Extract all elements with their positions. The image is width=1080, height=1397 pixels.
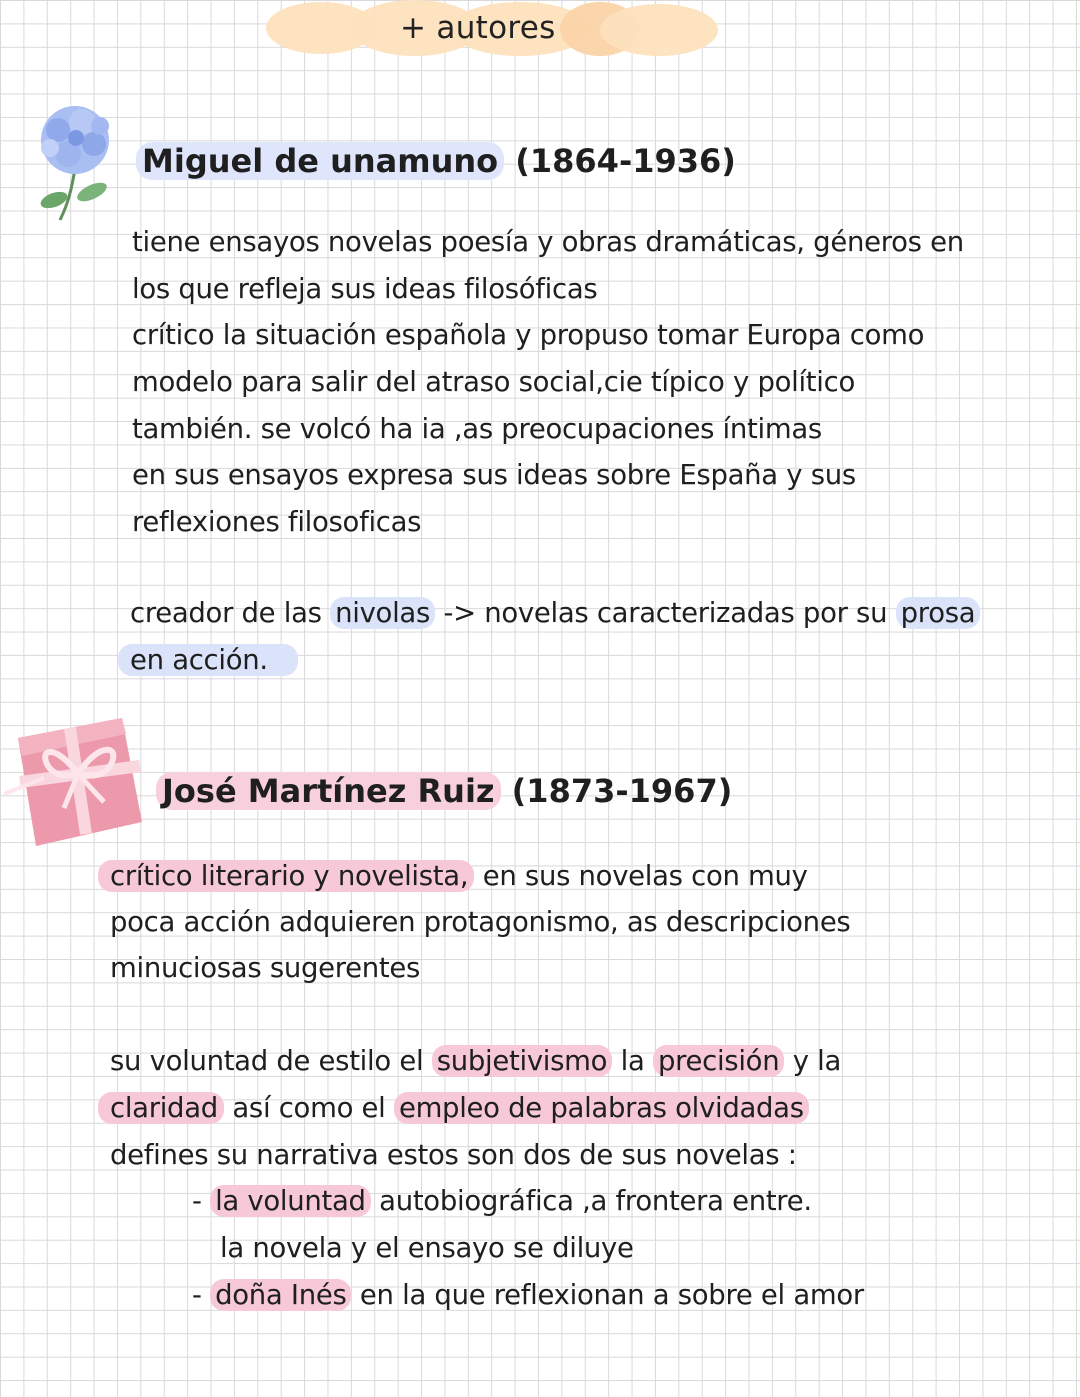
text-fragment: su voluntad de estilo el xyxy=(110,1045,432,1077)
list-dash: - xyxy=(192,1279,202,1311)
highlight-critico: crítico literario y novelista, xyxy=(98,860,474,892)
text-fragment: autobiográfica ,a frontera entre. xyxy=(370,1185,812,1217)
highlight-dona-ines: doña Inés xyxy=(210,1279,351,1311)
text-line: también. se volcó ha ia ,as preocupaciones íntimas xyxy=(132,413,822,445)
highlight-en-accion: en acción. xyxy=(118,644,298,676)
text-line: tiene ensayos novelas poesía y obras dramáticas, géneros en xyxy=(132,226,964,258)
author-name-highlight: Miguel de unamuno xyxy=(136,142,504,180)
author-years: (1864-1936) xyxy=(515,142,736,180)
novel-item xyxy=(192,1279,864,1311)
text-line xyxy=(110,1045,841,1077)
highlight-precision: precisión xyxy=(653,1045,784,1077)
text-line: modelo para salir del atraso social,cie típico y político xyxy=(132,366,855,398)
highlight-empleo-palabras: empleo de palabras olvidadas xyxy=(394,1092,809,1124)
text-fragment: y la xyxy=(784,1045,842,1077)
author-heading-unamuno xyxy=(136,142,736,180)
text-line: poca acción adquieren protagonismo, as descripciones xyxy=(110,906,851,938)
list-dash: - xyxy=(192,1185,202,1217)
novel-item-continuation: la novela y el ensayo se diluye xyxy=(220,1232,634,1264)
text-fragment: -> novelas caracterizadas por su xyxy=(435,597,896,629)
text-fragment: en sus novelas con muy xyxy=(474,860,808,892)
novel-item xyxy=(192,1185,812,1217)
text-fragment: la xyxy=(612,1045,653,1077)
author-name-highlight: José Martínez Ruiz xyxy=(156,772,501,810)
hydrangea-flower-icon xyxy=(20,96,130,226)
text-line: minuciosas sugerentes xyxy=(110,952,421,984)
nivola-line-2 xyxy=(118,644,298,676)
text-line: crítico la situación española y propuso tomar Europa como xyxy=(132,319,925,351)
author-heading-martinez-ruiz xyxy=(156,772,732,810)
text-line: los que refleja sus ideas filosóficas xyxy=(132,273,598,305)
pink-gift-box-icon xyxy=(4,704,164,852)
text-line: reflexiones filosoficas xyxy=(132,506,422,538)
text-fragment: creador de las xyxy=(130,597,331,629)
text-fragment: en la que reflexionan a sobre el amor xyxy=(351,1279,864,1311)
text-line xyxy=(98,1092,809,1124)
banner-blob xyxy=(600,4,718,56)
nivola-line xyxy=(130,597,980,629)
highlight-prosa: prosa xyxy=(896,597,981,629)
banner-title: + autores xyxy=(400,10,556,46)
text-line: defines su narrativa estos son dos de sus novelas : xyxy=(110,1139,797,1171)
text-line xyxy=(98,860,808,892)
highlight-la-voluntad: la voluntad xyxy=(210,1185,371,1217)
text-line: en sus ensayos expresa sus ideas sobre España y sus xyxy=(132,459,856,491)
highlight-subjetivismo: subjetivismo xyxy=(432,1045,612,1077)
text-fragment: así como el xyxy=(223,1092,394,1124)
highlight-claridad: claridad xyxy=(98,1092,224,1124)
author-years: (1873-1967) xyxy=(511,772,733,810)
highlight-nivolas: nivolas xyxy=(330,597,435,629)
